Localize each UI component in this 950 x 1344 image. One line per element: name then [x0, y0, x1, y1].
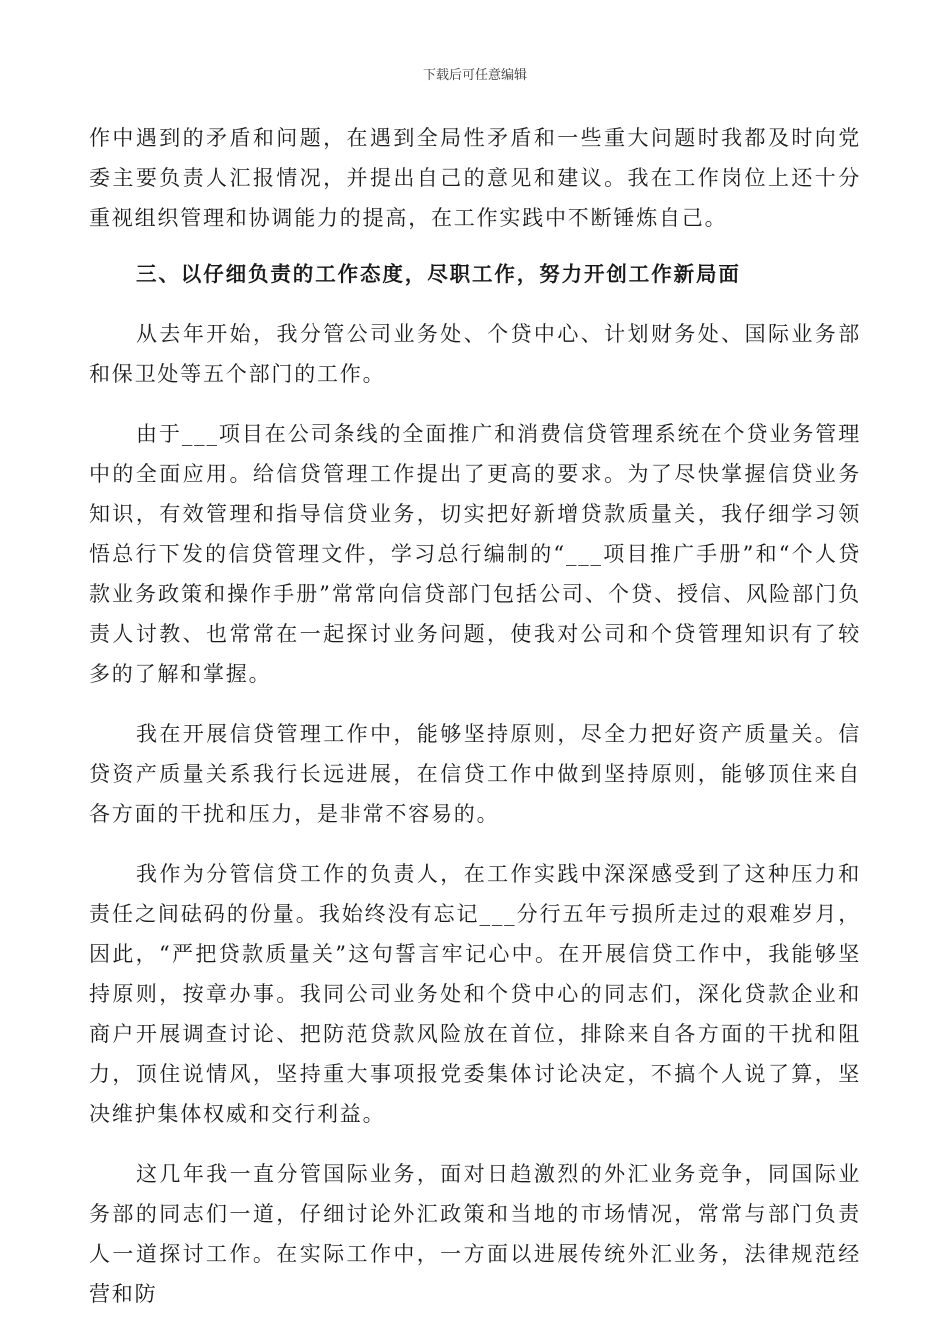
- paragraph: 由于___项目在公司条线的全面推广和消费信贷管理系统在个贷业务管理中的全面应用。给信贷管理工作提出了更高的要求。为了尽快掌握信贷业务知识，有效管理和指导信贷业务，切实把好新增贷款质量关，我仔细学习领悟总行下发的信贷管理文件，学习总行编制的“___项目推广手册”和“个人贷款业务政策和操作手册”常常向信贷部门包括公司、个贷、授信、风险部门负责人讨教、也常常在一起探讨业务问题，使我对公司和个贷管理知识有了较多的了解和掌握。: [89, 422, 861, 686]
- page-header: 下载后可任意编辑: [422, 68, 527, 83]
- paragraph-continuation: 作中遇到的矛盾和问题，在遇到全局性矛盾和一些重大问题时我都及时向党委主要负责人汇报情况，并提出自己的意见和建议。我在工作岗位上还十分重视组织管理和协调能力的提高，在工作实践中不断锤炼自己。: [89, 126, 861, 230]
- paragraph: 这几年我一直分管国际业务，面对日趋激烈的外汇业务竞争，同国际业务部的同志们一道，仔细讨论外汇政策和当地的市场情况，常常与部门负责人一道探讨工作。在实际工作中，一方面以进展传统外汇业务，法律规范经营和防: [89, 1162, 861, 1306]
- paragraph: 我作为分管信贷工作的负责人，在工作实践中深深感受到了这种压力和责任之间砝码的份量。我始终没有忘记___分行五年亏损所走过的艰难岁月，因此，“严把贷款质量关”这句誓言牢记心中。在开展信贷工作中，我能够坚持原则，按章办事。我同公司业务处和个贷中心的同志们，深化贷款企业和商户开展调查讨论、把防范贷款风险放在首位，排除来自各方面的干扰和阻力，顶住说情风，坚持重大事项报党委集体讨论决定，不搞个人说了算，坚决维护集体权威和交行利益。: [89, 862, 861, 1126]
- section-heading: 三、以仔细负责的工作态度，尽职工作，努力开创工作新局面: [136, 262, 741, 286]
- document-body: [89, 118, 861, 1314]
- paragraph: 从去年开始，我分管公司业务处、个贷中心、计划财务处、国际业务部和保卫处等五个部门的工作。: [89, 322, 861, 386]
- paragraph: 我在开展信贷管理工作中，能够坚持原则，尽全力把好资产质量关。信贷资产质量关系我行长远进展，在信贷工作中做到坚持原则，能够顶住来自各方面的干扰和压力，是非常不容易的。: [89, 722, 861, 826]
